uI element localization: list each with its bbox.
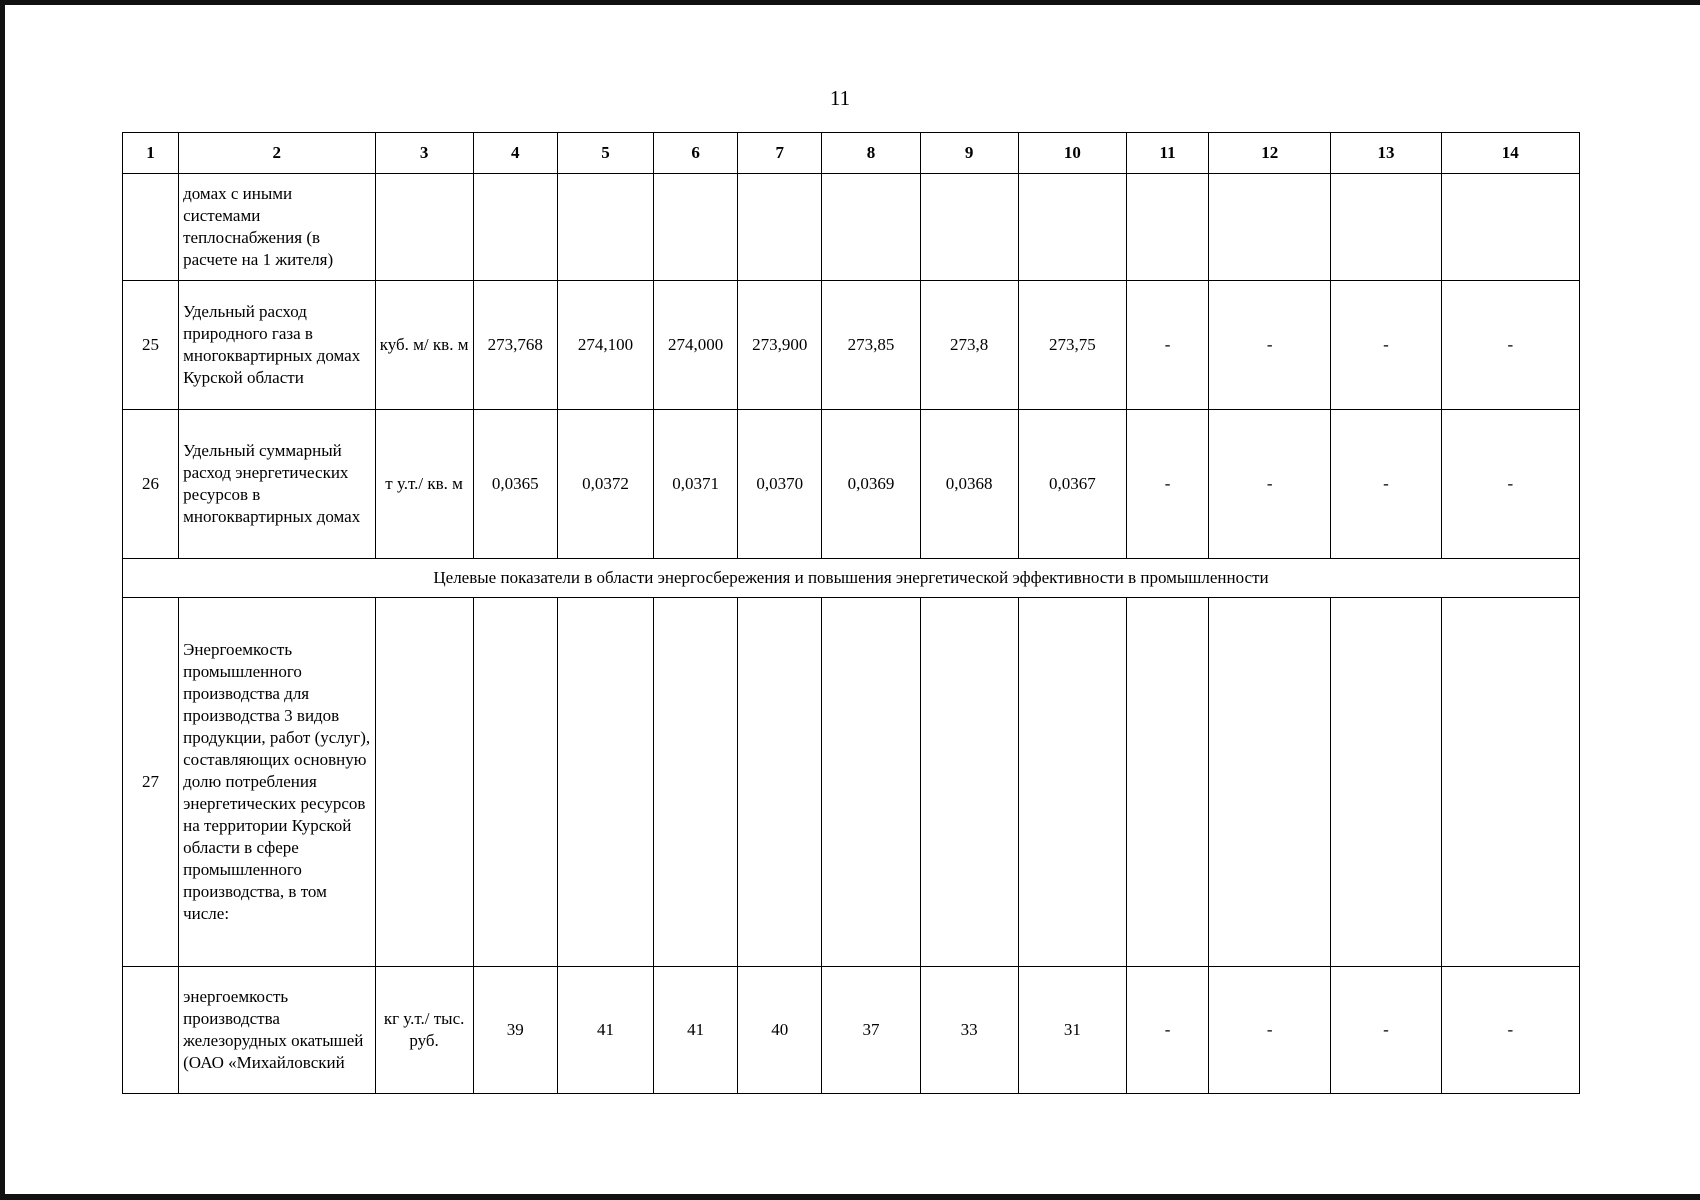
empty-cell [1441,598,1579,967]
row-unit: куб. м/ кв. м [375,281,473,410]
empty-cell [654,598,738,967]
empty-cell [822,174,920,281]
empty-cell [1209,174,1331,281]
table-row-27-sub [123,967,1580,1094]
header-cell: 5 [557,133,653,174]
page-border-bottom [0,1194,1700,1200]
value-cell: 37 [822,967,920,1094]
header-cell: 2 [179,133,375,174]
table-row-continuation [123,174,1580,281]
page-border-left [0,0,5,1200]
empty-cell [473,598,557,967]
value-cell: 41 [654,967,738,1094]
value-cell: 0,0365 [473,410,557,559]
value-cell: 31 [1018,967,1126,1094]
row-number [123,967,179,1094]
value-cell: - [1126,410,1208,559]
value-cell: - [1126,281,1208,410]
header-cell: 13 [1331,133,1441,174]
value-cell: - [1331,967,1441,1094]
value-cell: 273,768 [473,281,557,410]
row-description: Удельный расход природного газа в многоквартирных домах Курской области [179,281,375,410]
value-cell: 0,0371 [654,410,738,559]
table-row-27 [123,598,1580,967]
header-cell: 10 [1018,133,1126,174]
value-cell: 0,0372 [557,410,653,559]
empty-cell [1209,598,1331,967]
empty-cell [822,598,920,967]
row-description: Удельный суммарный расход энергетических ресурсов в многоквартирных домах [179,410,375,559]
value-cell: 0,0367 [1018,410,1126,559]
empty-cell [1331,598,1441,967]
row-unit: кг у.т./ тыс. руб. [375,967,473,1094]
empty-cell [1331,174,1441,281]
empty-cell [1126,598,1208,967]
value-cell: - [1441,967,1579,1094]
value-cell: 274,100 [557,281,653,410]
empty-cell [557,174,653,281]
header-cell: 14 [1441,133,1579,174]
empty-cell [1018,598,1126,967]
section-title: Целевые показатели в области энергосбережения и повышения энергетической эффективности в промышленности [123,559,1580,598]
header-row [123,133,1580,174]
empty-cell [738,598,822,967]
page-border-top [0,0,1700,5]
row-number: 27 [123,598,179,967]
header-cell: 7 [738,133,822,174]
header-cell: 8 [822,133,920,174]
row-number [123,174,179,281]
row-number: 26 [123,410,179,559]
value-cell: 0,0369 [822,410,920,559]
empty-cell [375,174,473,281]
empty-cell [920,174,1018,281]
value-cell: 274,000 [654,281,738,410]
header-cell: 4 [473,133,557,174]
row-description: домах с иными системами теплоснабжения (в расчете на 1 жителя) [179,174,375,281]
row-unit: т у.т./ кв. м [375,410,473,559]
header-cell: 3 [375,133,473,174]
table-row-25 [123,281,1580,410]
empty-cell [738,174,822,281]
value-cell: - [1209,281,1331,410]
value-cell: - [1209,967,1331,1094]
value-cell: 273,85 [822,281,920,410]
value-cell: 41 [557,967,653,1094]
value-cell: - [1331,410,1441,559]
value-cell: 273,900 [738,281,822,410]
empty-cell [1018,174,1126,281]
header-cell: 9 [920,133,1018,174]
empty-cell [920,598,1018,967]
value-cell: 273,8 [920,281,1018,410]
empty-cell [654,174,738,281]
value-cell: 0,0368 [920,410,1018,559]
value-cell: - [1126,967,1208,1094]
empty-cell [473,174,557,281]
value-cell: 40 [738,967,822,1094]
value-cell: - [1209,410,1331,559]
row-description: Энергоемкость промышленного производства для производства 3 видов продукции, работ (услуг), составляющих основную долю потребления энергетических ресурсов на территории Курской области в сфере промышленного производства, в том числе: [179,598,375,967]
value-cell: - [1441,281,1579,410]
section-row [123,559,1580,598]
header-cell: 1 [123,133,179,174]
value-cell: - [1331,281,1441,410]
row-number: 25 [123,281,179,410]
row-description: энергоемкость производства железорудных окатышей (ОАО «Михайловский [179,967,375,1094]
value-cell: 0,0370 [738,410,822,559]
page-number: 11 [829,86,851,110]
empty-cell [1126,174,1208,281]
indicators-table [122,132,1580,1094]
value-cell: 273,75 [1018,281,1126,410]
value-cell: 33 [920,967,1018,1094]
table-row-26 [123,410,1580,559]
empty-cell [375,598,473,967]
empty-cell [1441,174,1579,281]
empty-cell [557,598,653,967]
header-cell: 12 [1209,133,1331,174]
value-cell: - [1441,410,1579,559]
header-cell: 11 [1126,133,1208,174]
value-cell: 39 [473,967,557,1094]
header-cell: 6 [654,133,738,174]
